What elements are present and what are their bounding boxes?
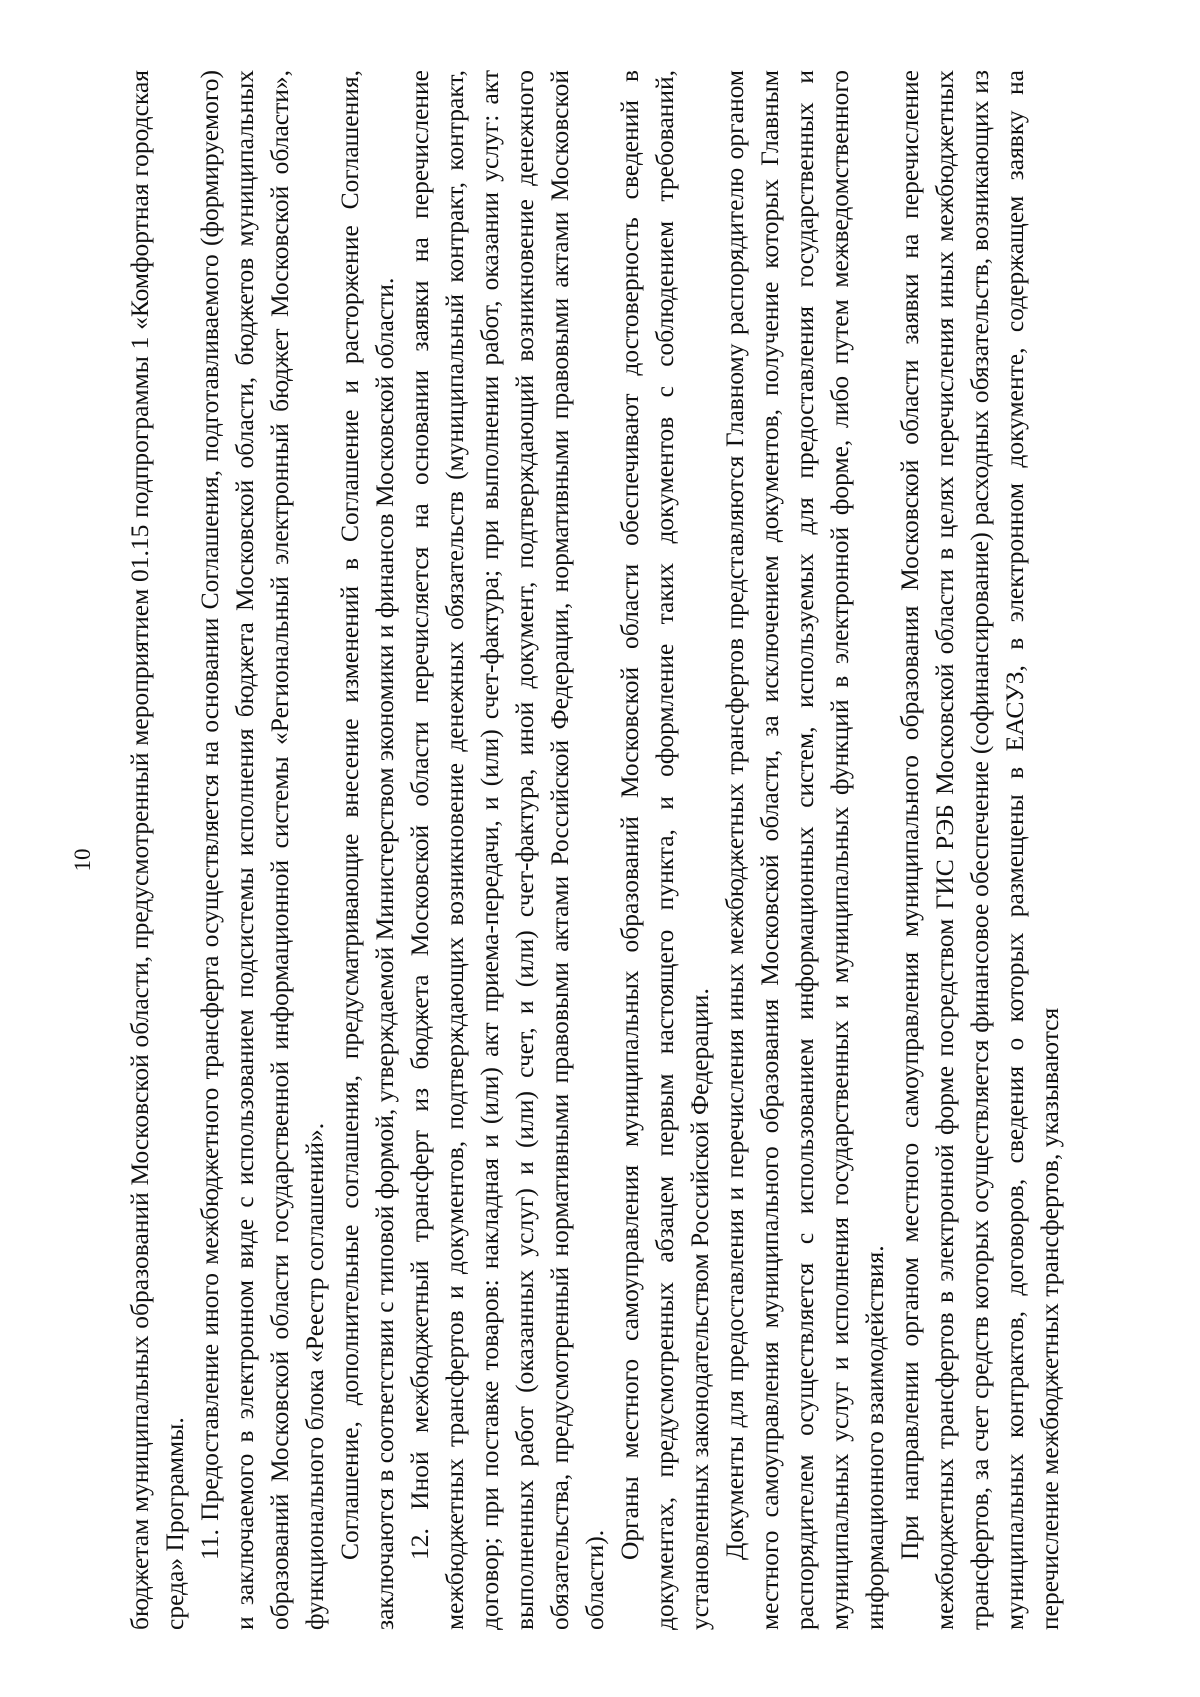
paragraph-clause-11: 11. Предоставление иного межбюджетного трансферта осуществляется на основании Соглашения, подготавливаемого (формируемого) и заключаемого в электронном виде с использованием подсистемы исполнения бюджета Московской области, бюджетов муниципальных образований Московской области государственной информационной системы «Региональный электронный бюджет Московской области», функционального блока «Реестр соглашений». <box>195 70 329 1630</box>
paragraph-clause-12: 12. Иной межбюджетный трансферт из бюджета Московской области перечисляется на основании заявки на перечисление межбюджетных трансфертов и документов, подтверждающих возникновение денежных обязательств (муниципальный контракт, контракт, договор; при поставке товаров: накладная и (или) акт приема-передачи, и (или) счет-фактура; при выполнении работ, оказании услуг: акт выполненных работ (оказанных услуг) и (или) счет, и (или) счет-фактура, иной документ, подтверждающий возникновение денежного обязательства, предусмотренный нормативными правовыми актами Российской Федерации, нормативными правовыми актами Московской области). <box>405 70 609 1630</box>
paragraph-agreement-form: Соглашение, дополнительные соглашения, предусматривающие внесение изменений в Соглашение и расторжение Соглашения, заключаются в соответствии с типовой формой, утверждаемой Министерством экономики и финансов Московской области. <box>335 70 399 1630</box>
paragraph-documents: Документы для предоставления и перечисления иных межбюджетных трансфертов представляются Главному распорядителю органом местного самоуправления муниципального образования Московской области, за исключением документов, получение которых Главным распорядителем осуществляется с использованием информационных систем, используемых для предоставления государственных и муниципальных услуг и исполнения государственных и муниципальных функций в электронной форме, либо путем межведомственного информационного взаимодействия. <box>720 70 889 1630</box>
document-body <box>122 70 1067 1630</box>
rotated-page-content <box>60 45 1180 1675</box>
paragraph-request-submission: При направлении органом местного самоуправления муниципального образования Московской области заявки на перечисление межбюджетных трансфертов в электронной форме посредством ГИС РЭБ Московской области в целях перечисления иных межбюджетных трансфертов, за счет средств которых осуществляется финансовое обеспечение (софинансирование) расходных обязательств, возникающих из муниципальных контрактов, договоров, сведения о которых размещены в ЕАСУЗ, в электронном документе, содержащем заявку на перечисление межбюджетных трансфертов, указываются <box>895 70 1064 1630</box>
paragraph-reliability: Органы местного самоуправления муниципальных образований Московской области обеспечивают достоверность сведений в документах, предусмотренных абзацем первым настоящего пункта, и оформление таких документов с соблюдением требований, установленных законодательством Российской Федерации. <box>615 70 714 1630</box>
paragraph-continuation: бюджетам муниципальных образований Московской области, предусмотренный мероприятием 01.15 подпрограммы 1 «Комфортная городская среда» Программы. <box>125 70 189 1630</box>
page-number: 10 <box>70 848 95 872</box>
